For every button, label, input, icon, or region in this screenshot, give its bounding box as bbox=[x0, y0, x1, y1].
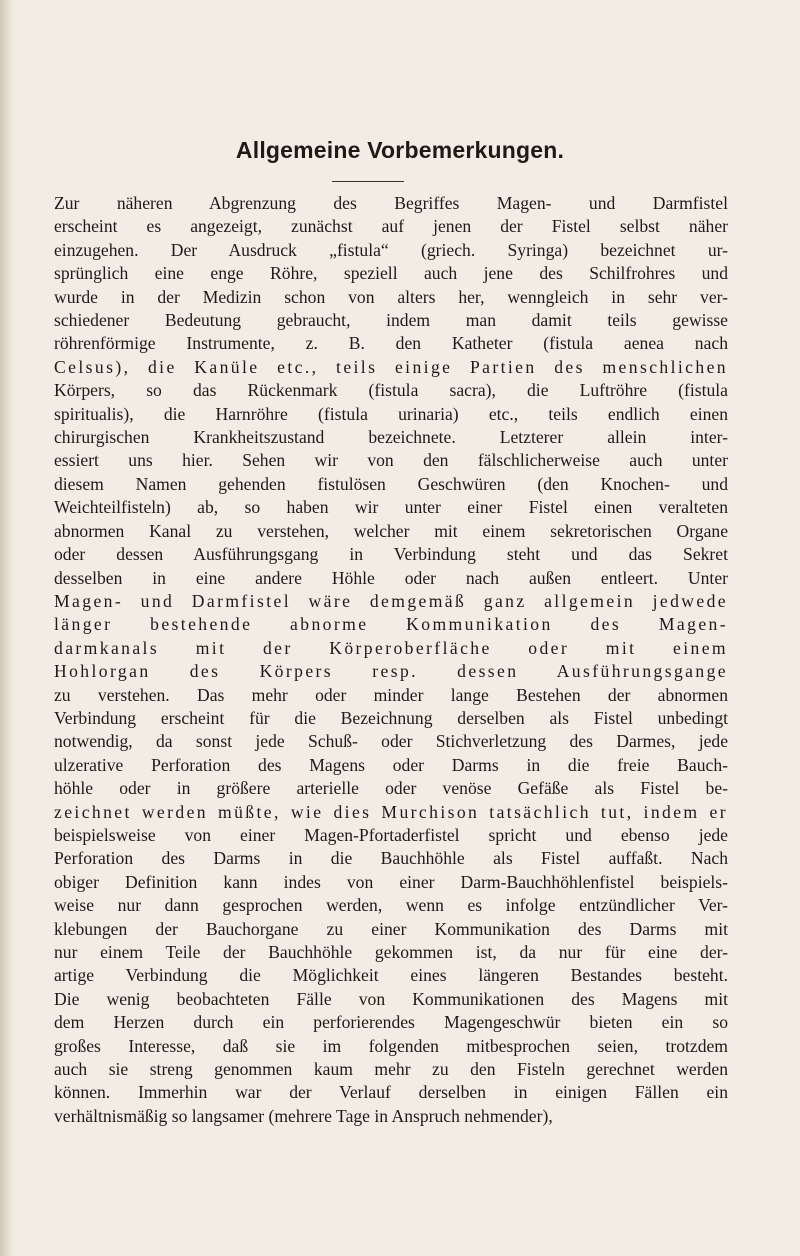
text-line: Zur näheren Abgrenzung des Begriffes Magen- und Darmfistel bbox=[54, 193, 728, 213]
text-line: länger bestehende abnorme Kommunikation des Magen- bbox=[54, 614, 728, 635]
text-line: Körpers, so das Rückenmark (fistula sacra), die Luftröhre (fistula bbox=[54, 380, 728, 401]
text-line: desselben in eine andere Höhle oder nach außen entleert. Unter bbox=[54, 567, 728, 588]
text-line: darmkanals mit der Körperoberfläche oder mit einem bbox=[54, 637, 728, 658]
text-line: verhältnismäßig so langsamer (mehrere Tage in Anspruch nehmender), bbox=[54, 1105, 553, 1126]
text-line: notwendig, da sonst jede Schuß- oder Stichverletzung des Darmes, jede bbox=[54, 731, 728, 752]
text-line: einzugehen. Der Ausdruck „fistula“ (griech. Syringa) bezeichnet ur- bbox=[54, 239, 728, 260]
text-line: höhle oder in größere arterielle oder venöse Gefäße als Fistel be- bbox=[54, 778, 728, 799]
text-line: abnormen Kanal zu verstehen, welcher mit einem sekretorischen Organe bbox=[54, 520, 728, 541]
text-line: Verbindung erscheint für die Bezeichnung derselben als Fistel unbedingt bbox=[54, 707, 728, 728]
text-line: auch sie streng genommen kaum mehr zu den Fisteln gerechnet werden bbox=[54, 1059, 728, 1080]
text-line: können. Immerhin war der Verlauf derselben in einigen Fällen ein bbox=[54, 1082, 728, 1103]
text-line: Weichteilfisteln) ab, so haben wir unter einer Fistel einen veralteten bbox=[54, 497, 728, 518]
text-line: röhrenförmige Instrumente, z. B. den Katheter (fistula aenea nach bbox=[54, 333, 728, 354]
text-line: diesem Namen gehenden fistulösen Geschwüren (den Knochen- und bbox=[54, 473, 728, 494]
page-edge-shadow bbox=[0, 0, 14, 1256]
text-line: dem Herzen durch ein perforierendes Magengeschwür bieten ein so bbox=[54, 1012, 728, 1033]
text-line: klebungen der Bauchorgane zu einer Kommunikation des Darms mit bbox=[54, 918, 728, 939]
text-line: zu verstehen. Das mehr oder minder lange Bestehen der abnormen bbox=[54, 684, 728, 705]
text-line: erscheint es angezeigt, zunächst auf jenen der Fistel selbst näher bbox=[54, 216, 728, 237]
text-line: oder dessen Ausführungsgang in Verbindung steht und das Sekret bbox=[54, 544, 728, 565]
text-line: nur einem Teile der Bauchhöhle gekommen ist, da nur für eine der- bbox=[54, 942, 728, 962]
text-line: obiger Definition kann indes von einer Darm-Bauchhöhlenfistel beispiels- bbox=[54, 871, 728, 892]
text-line: weise nur dann gesprochen werden, wenn es infolge entzündlicher Ver- bbox=[54, 895, 728, 916]
text-line: Magen- und Darmfistel wäre demgemäß ganz allgemein jedwede bbox=[54, 590, 728, 611]
text-line: spiritualis), die Harnröhre (fistula urinaria) etc., teils endlich einen bbox=[54, 403, 728, 424]
text-line: schiedener Bedeutung gebraucht, indem man damit teils gewisse bbox=[54, 310, 728, 331]
heading-rule bbox=[332, 181, 404, 182]
text-line: zeichnet werden müßte, wie dies Murchison tatsächlich tut, indem er bbox=[54, 801, 728, 822]
text-line: Hohlorgan des Körpers resp. dessen Ausführungsgange bbox=[54, 661, 728, 682]
text-line: wurde in der Medizin schon von alters her, wenngleich in sehr ver- bbox=[54, 286, 728, 307]
text-line: Perforation des Darms in die Bauchhöhle als Fistel auffaßt. Nach bbox=[54, 848, 728, 869]
text-line: chirurgischen Krankheitszustand bezeichnete. Letzterer allein inter- bbox=[54, 427, 728, 448]
body-text bbox=[54, 192, 728, 1128]
text-line: großes Interesse, daß sie im folgenden mitbesprochen seien, trotzdem bbox=[54, 1035, 728, 1056]
text-line: essiert uns hier. Sehen wir von den fälschlicherweise auch unter bbox=[54, 450, 728, 471]
section-heading: Allgemeine Vorbemerkungen. bbox=[235, 137, 565, 163]
text-line: artige Verbindung die Möglichkeit eines längeren Bestandes besteht. bbox=[54, 965, 728, 986]
text-line: beispielsweise von einer Magen-Pfortaderfistel spricht und ebenso jede bbox=[54, 824, 728, 845]
text-line: Die wenig beobachteten Fälle von Kommunikationen des Magens mit bbox=[54, 988, 728, 1009]
text-line: ulzerative Perforation des Magens oder Darms in die freie Bauch- bbox=[54, 754, 728, 775]
text-line: sprünglich eine enge Röhre, speziell auch jene des Schilfrohres und bbox=[54, 263, 728, 284]
text-line: Celsus), die Kanüle etc., teils einige Partien des menschlichen bbox=[54, 356, 728, 377]
